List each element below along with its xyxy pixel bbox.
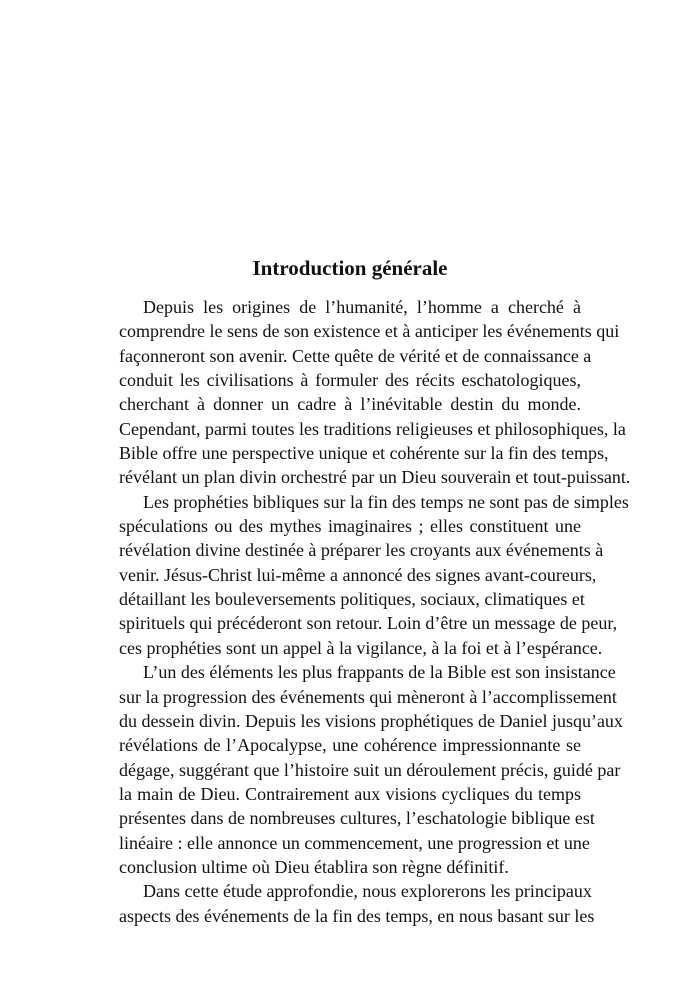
text-line: Bible offre une perspective unique et cohérente sur la fin des temps, [119,443,609,464]
text-line: la main de Dieu. Contrairement aux visions cycliques du temps [119,783,581,804]
text-line: Cependant, parmi toutes les traditions religieuses et philosophiques, la [119,418,626,439]
paragraph [119,879,595,928]
text-line: dégage, suggérant que l’histoire suit un déroulement précis, guidé par [119,759,621,780]
text-line: du dessein divin. Depuis les visions prophétiques de Daniel jusqu’aux [119,710,623,731]
text-line: Les prophéties bibliques sur la fin des temps ne sont pas de simples [143,491,629,512]
paragraph [119,295,631,490]
page-title: Introduction générale [252,256,448,280]
text-line: Depuis les origines de l’humanité, l’homme a cherché à [143,297,581,317]
text-line: L’un des éléments les plus frappants de la Bible est son insistance [143,662,616,683]
text-line: comprendre le sens de son existence et à anticiper les événements qui [119,321,620,342]
text-line: Dans cette étude approfondie, nous explorerons les principaux [143,881,592,902]
paragraph [119,660,623,879]
text-line: spéculations ou des mythes imaginaires ; elles constituent une [119,516,581,537]
text-line: conclusion ultime où Dieu établira son règne définitif. [119,856,509,877]
text-line: révélation divine destinée à préparer les croyants aux événements à [119,540,604,561]
text-line: aspects des événements de la fin des temps, en nous basant sur les [119,905,595,926]
text-line: cherchant à donner un cadre à l’inévitable destin du monde. [119,394,581,415]
text-line: ces prophéties sont un appel à la vigilance, à la foi et à l’espérance. [119,637,603,658]
text-line: sur la progression des événements qui mèneront à l’accomplissement [119,686,617,707]
text-line: révélant un plan divin orchestré par un Dieu souverain et tout-puissant. [119,467,631,488]
text-line: révélations de l’Apocalypse, une cohérence impressionnante se [119,735,581,756]
paragraph [119,490,629,660]
text-line: présentes dans de nombreuses cultures, l’eschatologie biblique est [119,808,595,829]
text-line: détaillant les bouleversements politiques, sociaux, climatiques et [119,589,585,610]
body-text [119,295,631,928]
text-line: linéaire : elle annonce un commencement, une progression et une [119,832,590,853]
text-line: spirituels qui précéderont son retour. Loin d’être un message de peur, [119,613,618,634]
text-line: venir. Jésus-Christ lui-même a annoncé des signes avant-coureurs, [119,564,597,585]
text-line: façonneront son avenir. Cette quête de vérité et de connaissance a [119,345,592,366]
text-line: conduit les civilisations à formuler des récits eschatologiques, [119,370,581,391]
